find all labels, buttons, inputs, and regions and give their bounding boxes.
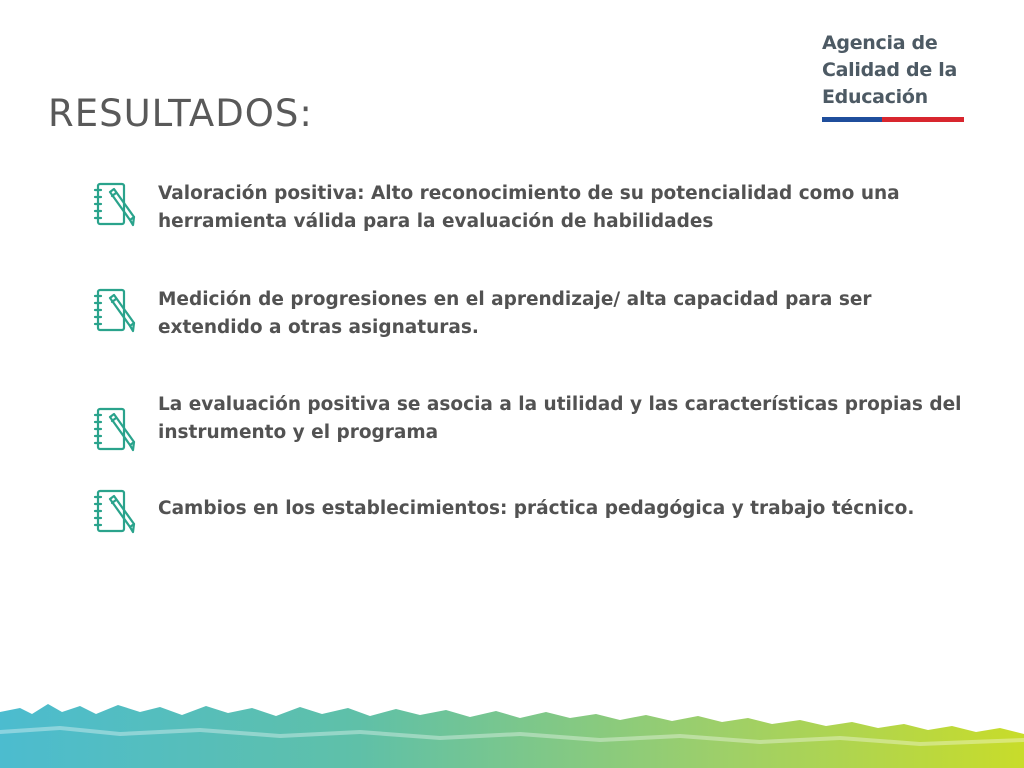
bullet-text: La evaluación positiva se asocia a la utilidad y las características propias del instrumento y el programa bbox=[158, 394, 962, 443]
logo-bar-blue bbox=[822, 117, 882, 122]
logo-flag-bar bbox=[822, 117, 964, 122]
page-title: RESULTADOS: bbox=[48, 92, 313, 135]
logo-bar-red bbox=[882, 117, 964, 122]
agency-logo bbox=[822, 30, 967, 122]
notebook-pencil-icon bbox=[92, 487, 138, 537]
bullet-text: Medición de progresiones en el aprendizaje/ alta capacidad para ser extendido a otras asignaturas. bbox=[158, 289, 872, 338]
footer-brush-stroke bbox=[0, 690, 1024, 768]
notebook-pencil-icon bbox=[92, 286, 138, 336]
bullet-text: Valoración positiva: Alto reconocimiento de su potencialidad como una herramienta válida para la evaluación de habilidades bbox=[158, 183, 900, 232]
notebook-pencil-icon bbox=[92, 180, 138, 230]
logo-line-2: Calidad de la bbox=[822, 59, 957, 81]
notebook-pencil-icon bbox=[92, 405, 138, 455]
bullet-text: Cambios en los establecimientos: práctica pedagógica y trabajo técnico. bbox=[158, 498, 915, 519]
logo-line-3: Educación bbox=[822, 86, 928, 108]
logo-line-1: Agencia de bbox=[822, 32, 938, 54]
